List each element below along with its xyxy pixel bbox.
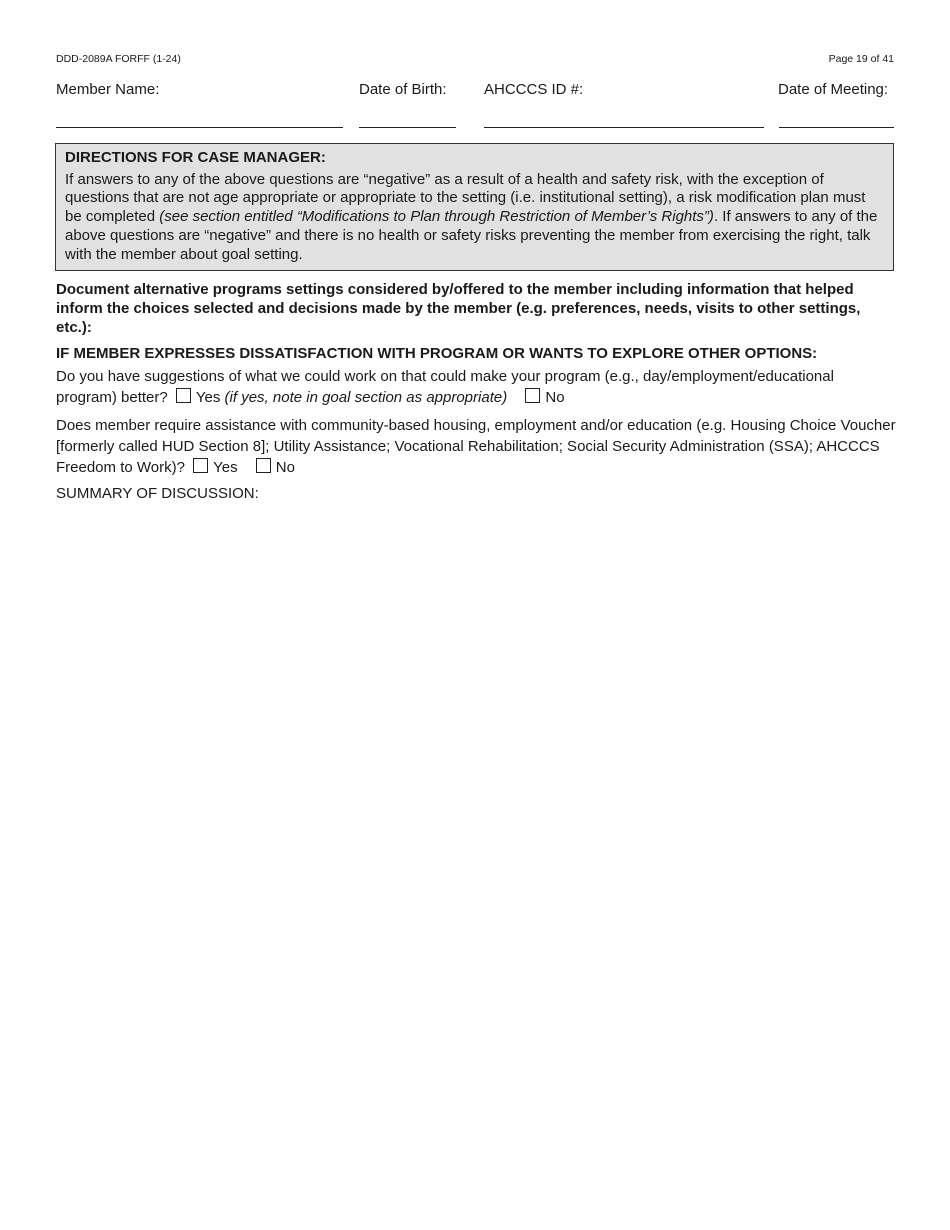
- directions-box: [55, 143, 894, 271]
- q2-yes-label: Yes: [213, 459, 238, 476]
- ahcccs-id-label: AHCCCS ID #:: [484, 81, 584, 98]
- q1-yes-label: Yes: [195, 389, 221, 406]
- dissatisfaction-heading: IF MEMBER EXPRESSES DISSATISFACTION WITH PROGRAM OR WANTS TO EXPLORE OTHER OPTIONS:: [56, 345, 818, 362]
- q1-no-label: No: [545, 389, 565, 406]
- question-2-text: Does member require assistance with community-based housing, employment and/or education (e.g. Housing Choice Voucher [formerly called HUD Section 8]; Utility Assistance; Vocational Rehabilitation; Social Security Administration (SSA); AHCCCS Freedom to Work)?: [56, 417, 896, 476]
- question-1-text: Do you have suggestions of what we could work on that could make your program (e.g., day/employment/educational program) better?: [56, 368, 834, 406]
- dob-field[interactable]: [359, 127, 456, 128]
- q2-yes-checkbox[interactable]: [193, 458, 208, 473]
- question-1: [56, 366, 896, 408]
- form-id: DDD-2089A FORFF (1-24): [56, 53, 181, 65]
- q2-no-label: No: [275, 459, 295, 476]
- summary-label: SUMMARY OF DISCUSSION:: [56, 485, 259, 502]
- directions-text-part1: If answers to any of the above questions are “negative” as a result of a health and safety risk, with the exception of questions that are not age appropriate or appropriate to the setting (i.e. institutional setting), a risk modification plan must be completed: [65, 170, 866, 226]
- directions-title: DIRECTIONS FOR CASE MANAGER:: [65, 149, 326, 166]
- q1-no-checkbox[interactable]: [525, 388, 540, 403]
- question-2: [56, 415, 896, 478]
- q1-yes-note: (if yes, note in goal section as appropriate): [224, 389, 508, 406]
- directions-text-part2: . If answers to any of the above questions are “negative” and there is no health or safety risks preventing the member from exercising the right, talk with the member about goal setting.: [65, 208, 878, 263]
- directions-text: [65, 171, 884, 265]
- meeting-date-label: Date of Meeting:: [778, 81, 889, 98]
- page-number: Page 19 of 41: [828, 53, 894, 65]
- member-name-field[interactable]: [56, 127, 343, 128]
- directions-text-italic: (see section entitled “Modifications to Plan through Restriction of Member’s Rights”): [159, 208, 714, 226]
- member-name-label: Member Name:: [56, 81, 160, 98]
- document-alternative-heading: Document alternative programs settings considered by/offered to the member including information that helped inform the choices selected and decisions made by the member (e.g. preferences, needs, visits to other settings, etc.):: [56, 281, 861, 336]
- q1-yes-checkbox[interactable]: [176, 388, 191, 403]
- meeting-date-field[interactable]: [779, 127, 894, 128]
- q2-no-checkbox[interactable]: [256, 458, 271, 473]
- dob-label: Date of Birth:: [359, 81, 447, 98]
- ahcccs-id-field[interactable]: [484, 127, 764, 128]
